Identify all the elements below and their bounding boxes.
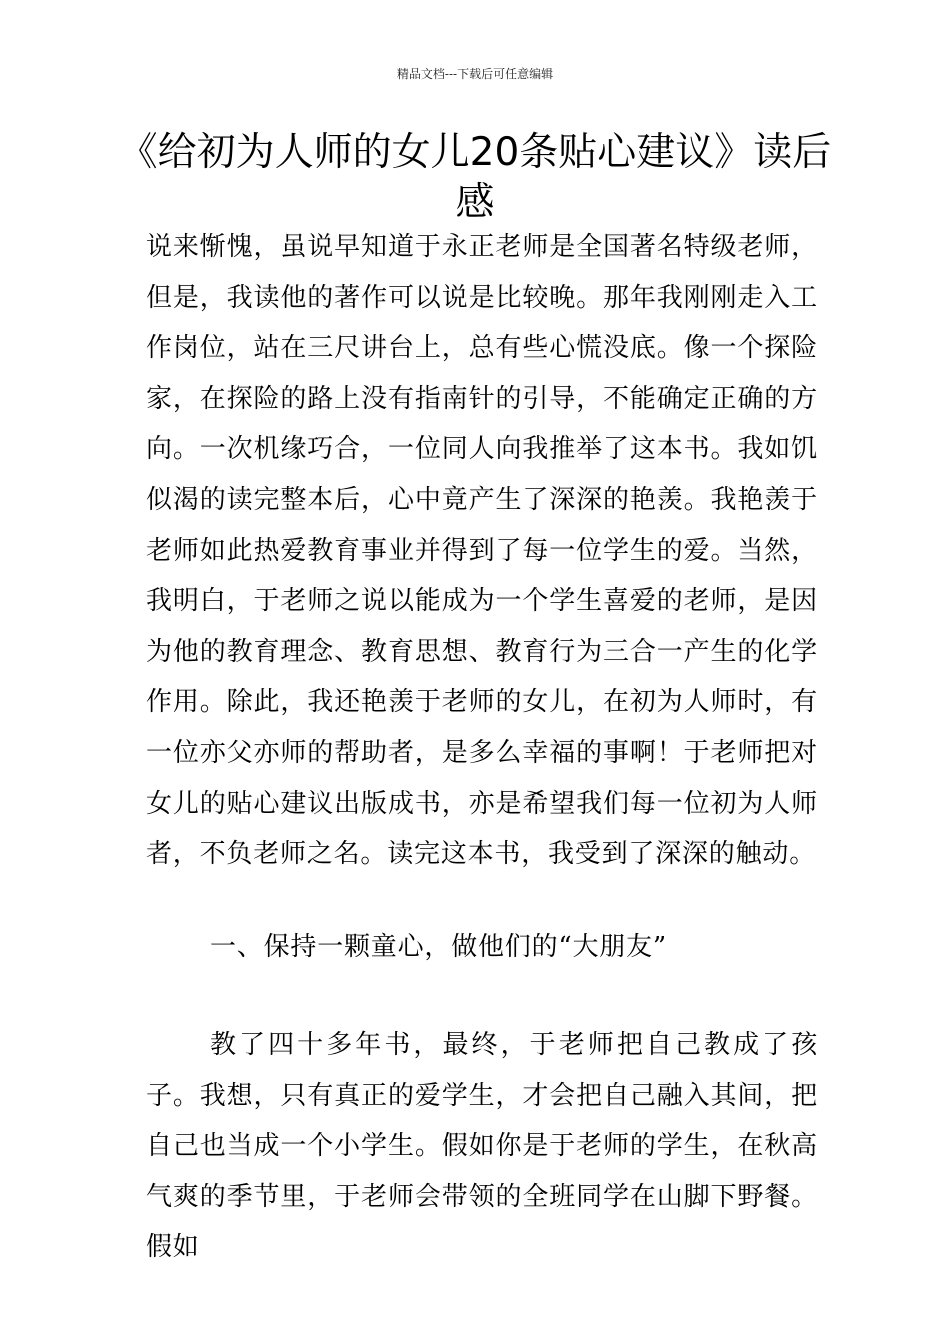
document-header-note: 精品文档---下载后可任意编辑 — [396, 67, 554, 81]
section-heading-1: 一、保持一颗童心，做他们的“大朋友” — [210, 932, 667, 962]
body-paragraph-intro: 说来惭愧，虽说早知道于永正老师是全国著名特级老师，但是，我读他的著作可以说是比较晚。那年我刚刚走入工作岗位，站在三尺讲台上，总有些心慌没底。像一个探险家，在探险的路上没有指南针的引导，不能确定正确的方向。一次机缘巧合，一位同人向我推举了这本书。我如饥似渴的读完整本后，心中竟产生了深深的艳羡。我艳羡于老师如此热爱教育事业并得到了每一位学生的爱。当然，我明白，于老师之说以能成为一个学生喜爱的老师，是因为他的教育理念、教育思想、教育行为三合一产生的化学作用。除此，我还艳羡于老师的女儿，在初为人师时，有一位亦父亦师的帮助者，是多么幸福的事啊！于老师把对女儿的贴心建议出版成书，亦是希望我们每一位初为人师者，不负老师之名。读完这本书，我受到了深深的触动。 — [146, 232, 818, 870]
document-title: 《给初为人师的女儿20条贴心建议》读后感 — [118, 130, 832, 225]
body-paragraph-section-1: 教了四十多年书，最终，于老师把自己教成了孩子。我想，只有真正的爱学生，才会把自己融入其间，把自己也当成一个小学生。假如你是于老师的学生，在秋高气爽的季节里，于老师会带领的全班同学在山脚下野餐。假如 — [146, 1030, 818, 1263]
